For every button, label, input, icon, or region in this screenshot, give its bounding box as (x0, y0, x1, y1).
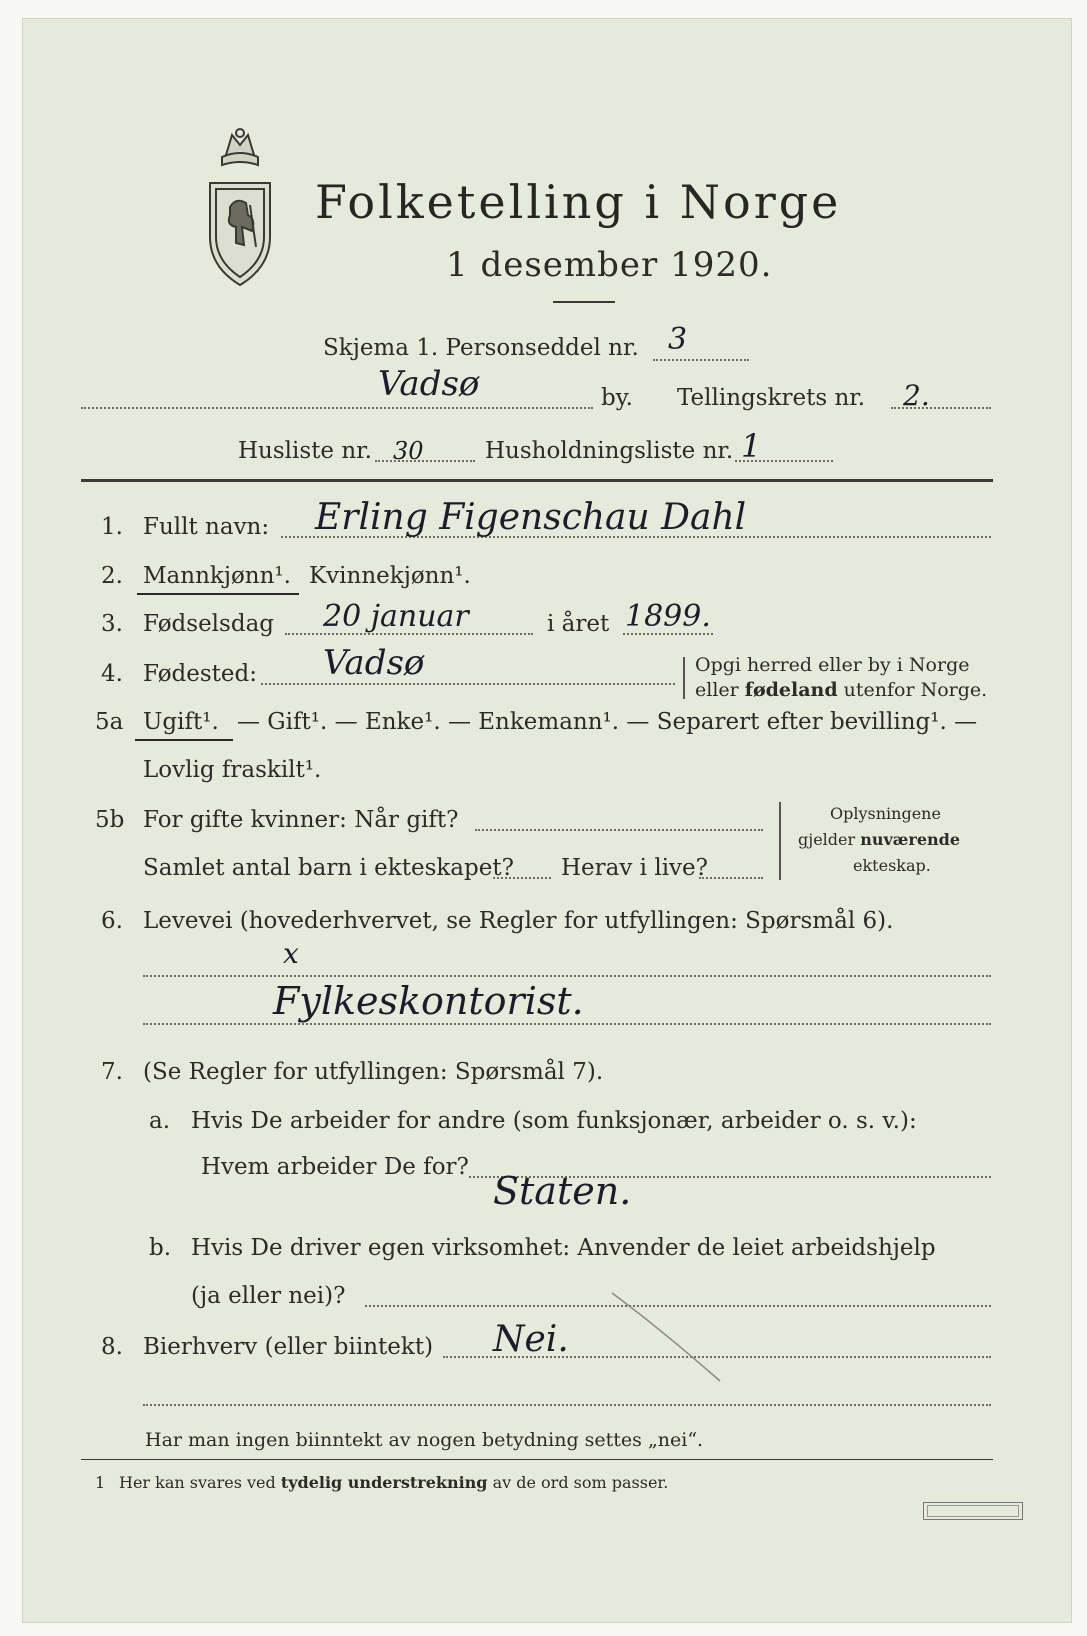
tellingskrets-label: Tellingskrets nr. (677, 385, 866, 411)
q4-note-line2 (695, 681, 987, 700)
children-label: Samlet antal barn i ekteskapet? (143, 855, 514, 881)
birthplace-line (261, 683, 675, 685)
year-label: i året (547, 611, 610, 637)
q2-number: 2. (101, 563, 123, 589)
q5b-note-nuvaerende: nuværende (860, 830, 961, 849)
q8-line2 (143, 1404, 991, 1406)
q7a-letter: a. (149, 1108, 171, 1134)
schema-label: Skjema 1. Personseddel nr. (323, 335, 639, 361)
personseddel-nr[interactable]: 3 (668, 322, 688, 357)
female-option[interactable]: Kvinnekjønn¹. (309, 563, 471, 589)
q1-number: 1. (101, 514, 123, 540)
birthday-answer[interactable]: 20 januar (323, 599, 469, 634)
q4-number: 4. (101, 661, 123, 687)
q8-number: 8. (101, 1334, 123, 1360)
sideline-answer[interactable]: Nei. (493, 1319, 569, 1360)
q3-label: Fødselsdag (143, 611, 275, 637)
footer-note: Har man ingen biinntekt av nogen betydning settes „nei“. (145, 1429, 704, 1451)
tellingskrets-nr[interactable]: 2. (903, 379, 930, 412)
q5b-note-line2 (798, 832, 960, 848)
q7-number: 7. (101, 1059, 123, 1085)
husliste-nr[interactable]: 30 (393, 437, 424, 465)
census-date: 1 desember 1920. (446, 245, 773, 285)
q4-brace (683, 657, 685, 699)
ugift-underline (135, 739, 233, 741)
q4-label: Fødested: (143, 661, 258, 687)
husliste-label: Husliste nr. (238, 438, 372, 464)
pencil-stroke-icon (608, 1287, 728, 1387)
birth-year-answer[interactable]: 1899. (625, 599, 711, 634)
husliste-line (375, 460, 475, 462)
children-line (493, 877, 551, 879)
place-line (81, 407, 593, 409)
q5b-note-gjelder: gjelder (798, 830, 861, 849)
q4-note-utenfor: utenfor Norge. (837, 679, 988, 701)
printer-stamp (923, 1502, 1023, 1520)
husholdning-nr[interactable]: 1 (741, 427, 762, 465)
footnote-number: 1 (95, 1473, 106, 1492)
personseddel-line (653, 359, 749, 361)
footnote-part1: Her kan svares ved (119, 1473, 281, 1492)
q7a-line2: Hvem arbeider De for? (201, 1154, 469, 1180)
q5b-note-line3: ekteskap. (853, 856, 931, 875)
male-underline (137, 593, 299, 595)
q5b-note-line1: Oplysningene (830, 804, 941, 823)
footnote-text (119, 1475, 668, 1491)
q8-label: Bierhverv (eller biintekt) (143, 1334, 434, 1360)
q5a-number: 5a (95, 709, 124, 735)
q7b-line2: (ja eller nei)? (191, 1283, 346, 1309)
q7a-line1: Hvis De arbeider for andre (som funksjonær, arbeider o. s. v.): (191, 1108, 917, 1134)
q6-number: 6. (101, 908, 123, 934)
q6-mark[interactable]: x (283, 937, 299, 970)
q5b-number: 5b (95, 807, 125, 833)
q6-line2 (143, 1023, 991, 1025)
footer-rule (81, 1459, 993, 1460)
printer-stamp-inner (927, 1505, 1019, 1517)
place-answer[interactable]: Vadsø (378, 364, 480, 404)
coat-of-arms-icon (196, 127, 284, 292)
male-option[interactable]: Mannkjønn¹. (143, 563, 291, 589)
q3-number: 3. (101, 611, 123, 637)
q4-note-line1: Opgi herred eller by i Norge (695, 654, 970, 676)
husholdning-label: Husholdningsliste nr. (485, 438, 734, 464)
title-divider (553, 301, 615, 303)
by-label: by. (601, 385, 633, 411)
header-rule (81, 479, 993, 482)
footnote-part2: tydelig understrekning (280, 1473, 488, 1492)
q7b-letter: b. (149, 1235, 172, 1261)
alive-label: Herav i live? (561, 855, 708, 881)
form-title: Folketelling i Norge (315, 175, 842, 229)
married-when-line (475, 829, 763, 831)
q6-label: Levevei (hovederhvervet, se Regler for utfyllingen: Spørsmål 6). (143, 908, 894, 934)
q5b-brace (779, 802, 781, 880)
footnote-part3: av de ord som passer. (487, 1473, 669, 1492)
ugift-option[interactable]: Ugift¹. (143, 709, 219, 735)
q6-line1 (143, 975, 991, 977)
alive-line (699, 877, 763, 879)
q4-note-fodeland: fødeland (744, 679, 838, 701)
full-name-answer[interactable]: Erling Figenschau Dahl (315, 497, 747, 538)
occupation-answer[interactable]: Fylkeskontorist. (273, 979, 584, 1023)
census-form (22, 18, 1072, 1623)
marital-options[interactable]: — Gift¹. — Enke¹. — Enkemann¹. — Separert efter bevilling¹. — (237, 709, 978, 735)
q7-label: (Se Regler for utfyllingen: Spørsmål 7). (143, 1059, 604, 1085)
married-when-label: For gifte kvinner: Når gift? (143, 807, 459, 833)
birthplace-answer[interactable]: Vadsø (323, 643, 425, 683)
q4-note-eller: eller (695, 679, 745, 701)
employer-answer[interactable]: Staten. (493, 1169, 632, 1213)
fraskilt-option[interactable]: Lovlig fraskilt¹. (143, 757, 322, 783)
q7b-line1: Hvis De driver egen virksomhet: Anvender de leiet arbeidshjelp (191, 1235, 936, 1261)
q1-label: Fullt navn: (143, 514, 270, 540)
